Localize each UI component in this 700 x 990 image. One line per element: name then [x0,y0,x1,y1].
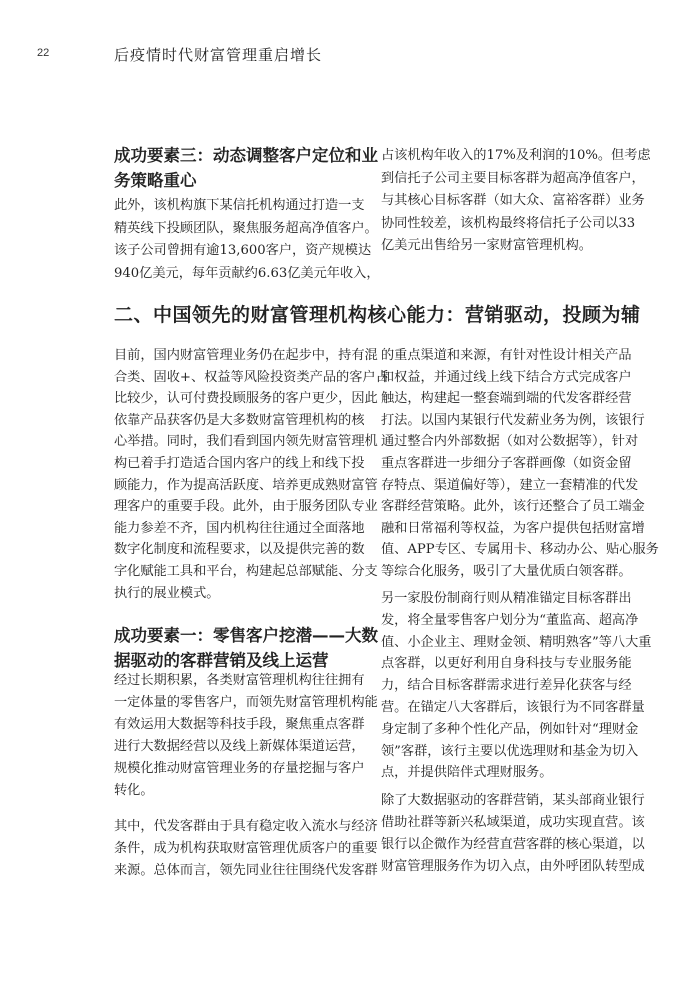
intro-paragraph [114,345,389,604]
text-line: 领”客群，该行主要以优选理财和基金为切入 [381,743,639,759]
text-line: 点客群，以更好利用自身科技与专业服务能 [381,656,632,672]
text-line: 目前，国内财富管理业务仍在起步中，持有混 [114,348,378,363]
text-line: 协同性较差，该机构最终将信托子公司以33 [381,215,636,231]
text-line: 重点客群进一步细分子客群画像（如资金留 [381,455,632,471]
text-line: 与其核心目标客群（如大众、富裕客群）业务 [381,193,645,208]
text-line: 除了大数据驱动的客群营销，某头部商业银行 [381,793,645,808]
text-line: 执行的展业模式。 [114,585,220,601]
text-line: 能力参差不齐，国内机构往往通过全面落地 [114,520,365,536]
text-line: 条件，成为机构获取财富管理优质客户的重要 [114,841,378,856]
text-line: 点，并提供陪伴式理财服务。 [381,765,553,781]
text-line: 理客户的重要手段。此外，由于服务团队专业 [114,499,378,515]
text-line: 值、小企业主、理财金领、精明熟客”等八大重 [381,634,652,650]
text-line: 顾能力，作为提高活跃度、培养更成熟财富管 [114,477,378,493]
page-number: 22 [37,47,50,59]
text-line: 其中，代发客群由于具有稳定收入流水与经济 [114,819,378,834]
text-line: 力，结合目标客群需求进行差异化获客与经 [381,678,632,694]
section3-para-right [381,145,651,258]
text-line: 经过长期积累，各类财富管理机构往往拥有 [114,673,365,688]
text-line: 有效运用大数据等科技手段，聚焦重点客群 [114,717,365,732]
text-line: 该子公司曾拥有逾13,600客户，资产规模达 [114,243,372,258]
text-line: 触达，构建起一整套端到端的代发客群经营 [381,391,632,407]
text-line: 一定体量的零售客户，而领先财富管理机构能 [114,695,378,710]
text-line: 心举措。同时，我们看到国内领先财富管理机 [114,434,378,450]
text-line: 成功要素一：零售客户挖潜——大数 [114,626,378,645]
text-line: 存特点、渠道偏好等），建立一套精准的代发 [381,477,639,493]
section1-paragraph [114,670,376,802]
text-line: 来源。总体而言，领先同业往往围绕代发客群 [114,863,378,878]
text-line: 借助社群等新兴私域渠道，成功实现直营。该 [381,815,645,830]
section1-heading [114,623,376,673]
text-line: 规模化推动财富管理业务的存量挖掘与客户 [114,761,365,776]
text-line: 通过整合内外部数据（如对公数据等），针对 [381,434,639,450]
text-line: 发，将全量零售客户划分为“董监高、超高净 [381,612,639,628]
running-title: 后疫情时代财富管理重启增长 [114,46,323,64]
text-line: 构已着手打造适合国内客户的线上和线下投 [114,455,365,471]
text-line: 字化赋能工具和平台，构建起总部赋能、分支 [114,563,378,579]
section1-paragraph-2 [114,816,376,882]
text-line: 务策略重心 [114,171,197,190]
text-line: 打法。以国内某银行代发薪业务为例，该银行 [381,412,645,428]
section3-heading [114,143,376,193]
text-line: 财富管理服务作为切入点，由外呼团队转型成 [381,859,645,874]
section3-para-left [114,195,380,285]
text-line: 值、APP专区、专属用卡、移动办公、贴心服务 [381,542,659,558]
text-line: 成功要素三：动态调整客户定位和业 [114,146,378,165]
text-line: 据驱动的客群营销及线上运营 [114,651,329,670]
text-line: 融和日常福利等权益，为客户提供包括财富增 [381,520,645,536]
text-line: 另一家股份制商行则从精准锚定目标客群出 [381,591,632,606]
text-line: 数字化制度和流程要求，以及提供完善的数 [114,542,365,558]
text-line: 占该机构年收入的17%及利润的10%。但考虑 [381,148,651,163]
text-line: 比较少，认可付费投顾服务的客户更少，因此 [114,391,378,407]
text-line: 进行大数据经营以及线上新媒体渠道运营， [114,739,365,754]
text-line: 的重点渠道和来源，有针对性设计相关产品 [381,348,632,363]
right-paragraph-3 [381,790,643,878]
text-line: 精英线下投顾团队，聚焦服务超高净值客户。 [114,220,378,236]
text-line: 营。在锚定八大客群后，该银行为不同客群量 [381,699,645,715]
right-paragraph-1 [381,345,659,583]
right-paragraph-2 [381,588,652,784]
text-line: 等综合化服务，吸引了大量优质白领客群。 [381,563,632,579]
text-line: 到信托子公司主要目标客群为超高净值客户， [381,170,645,186]
text-line: 银行以企微作为经营直营客群的核心渠道，以 [381,837,645,852]
text-line: 和权益，并通过线上线下结合方式完成客户 [381,369,632,385]
text-line: 此外，该机构旗下某信托机构通过打造一支 [114,198,365,213]
text-line: 合类、固收+、权益等风险投资类产品的客户占 [114,369,389,385]
chapter-heading: 二、中国领先的财富管理机构核心能力：营销驱动，投顾为辅 [114,304,641,326]
text-line: 身定制了多种个性化产品，例如针对“理财金 [381,721,639,737]
text-line: 客群经营策略。此外，该行还整合了员工端金 [381,499,645,515]
text-line: 转化。 [114,783,154,798]
text-line: 940亿美元，每年贡献约6.63亿美元年收入， [114,265,380,281]
text-line: 依靠产品获客仍是大多数财富管理机构的核 [114,412,365,428]
text-line: 亿美元出售给另一家财富管理机构。 [381,238,592,253]
